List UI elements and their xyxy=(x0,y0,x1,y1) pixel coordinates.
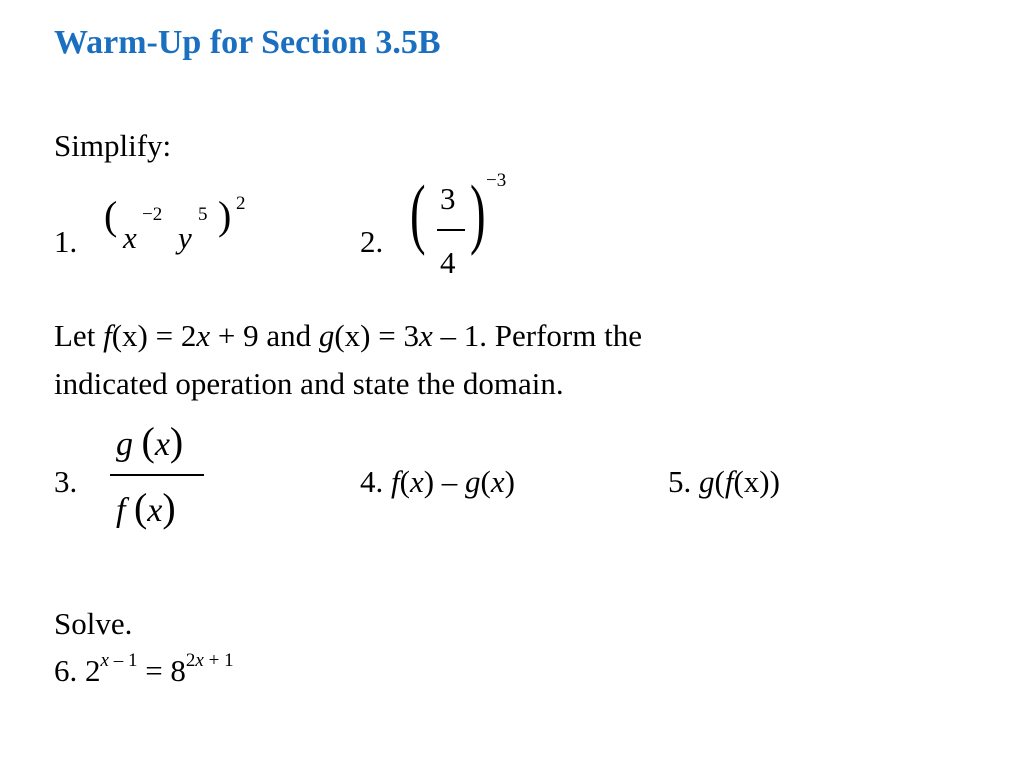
problem-2-right-paren: ) xyxy=(470,169,486,256)
problem-1-base-x: x xyxy=(123,220,137,255)
problem-4: 4. f(x) – g(x) xyxy=(360,464,515,499)
problem-6: 6. $2^{x - 1} = 8^{2x + 1}$ xyxy=(54,649,234,688)
problem-3-denominator: f (x) xyxy=(116,485,176,530)
problem-2-denominator: 4 xyxy=(440,245,456,280)
problem-3-number: 3. xyxy=(54,464,78,499)
problem-2-numerator: 3 xyxy=(440,181,456,216)
slide-title: Warm-Up for Section 3.5B xyxy=(54,24,441,61)
problem-3-numerator: g (x) xyxy=(116,419,184,464)
problem-1-exp-y: 5 xyxy=(198,204,208,225)
problem-1-left-paren: ( xyxy=(104,193,118,238)
problem-2-number: 2. xyxy=(360,224,384,259)
problem-2-left-paren: ( xyxy=(410,169,426,256)
solve-label: Solve. xyxy=(54,606,133,641)
problem-3-fraction-bar xyxy=(110,474,204,476)
problem-2-outer-exp: −3 xyxy=(486,170,507,191)
problem-1-right-paren: ) xyxy=(218,193,232,238)
problem-1-outer-exp: 2 xyxy=(236,193,246,214)
problem-1-number: 1. xyxy=(54,224,78,259)
problem-1-base-y: y xyxy=(178,220,192,255)
problem-1-exp-x: −2 xyxy=(142,204,163,225)
let-line-1: Let f(x) = 2x + 9 and g(x) = 3x – 1. Perform the xyxy=(54,318,642,353)
problem-5: 5. g(f(x)) xyxy=(668,464,780,499)
problem-2-fraction-bar xyxy=(437,229,465,231)
let-line-2: indicated operation and state the domain. xyxy=(54,366,564,401)
simplify-label: Simplify: xyxy=(54,128,172,163)
